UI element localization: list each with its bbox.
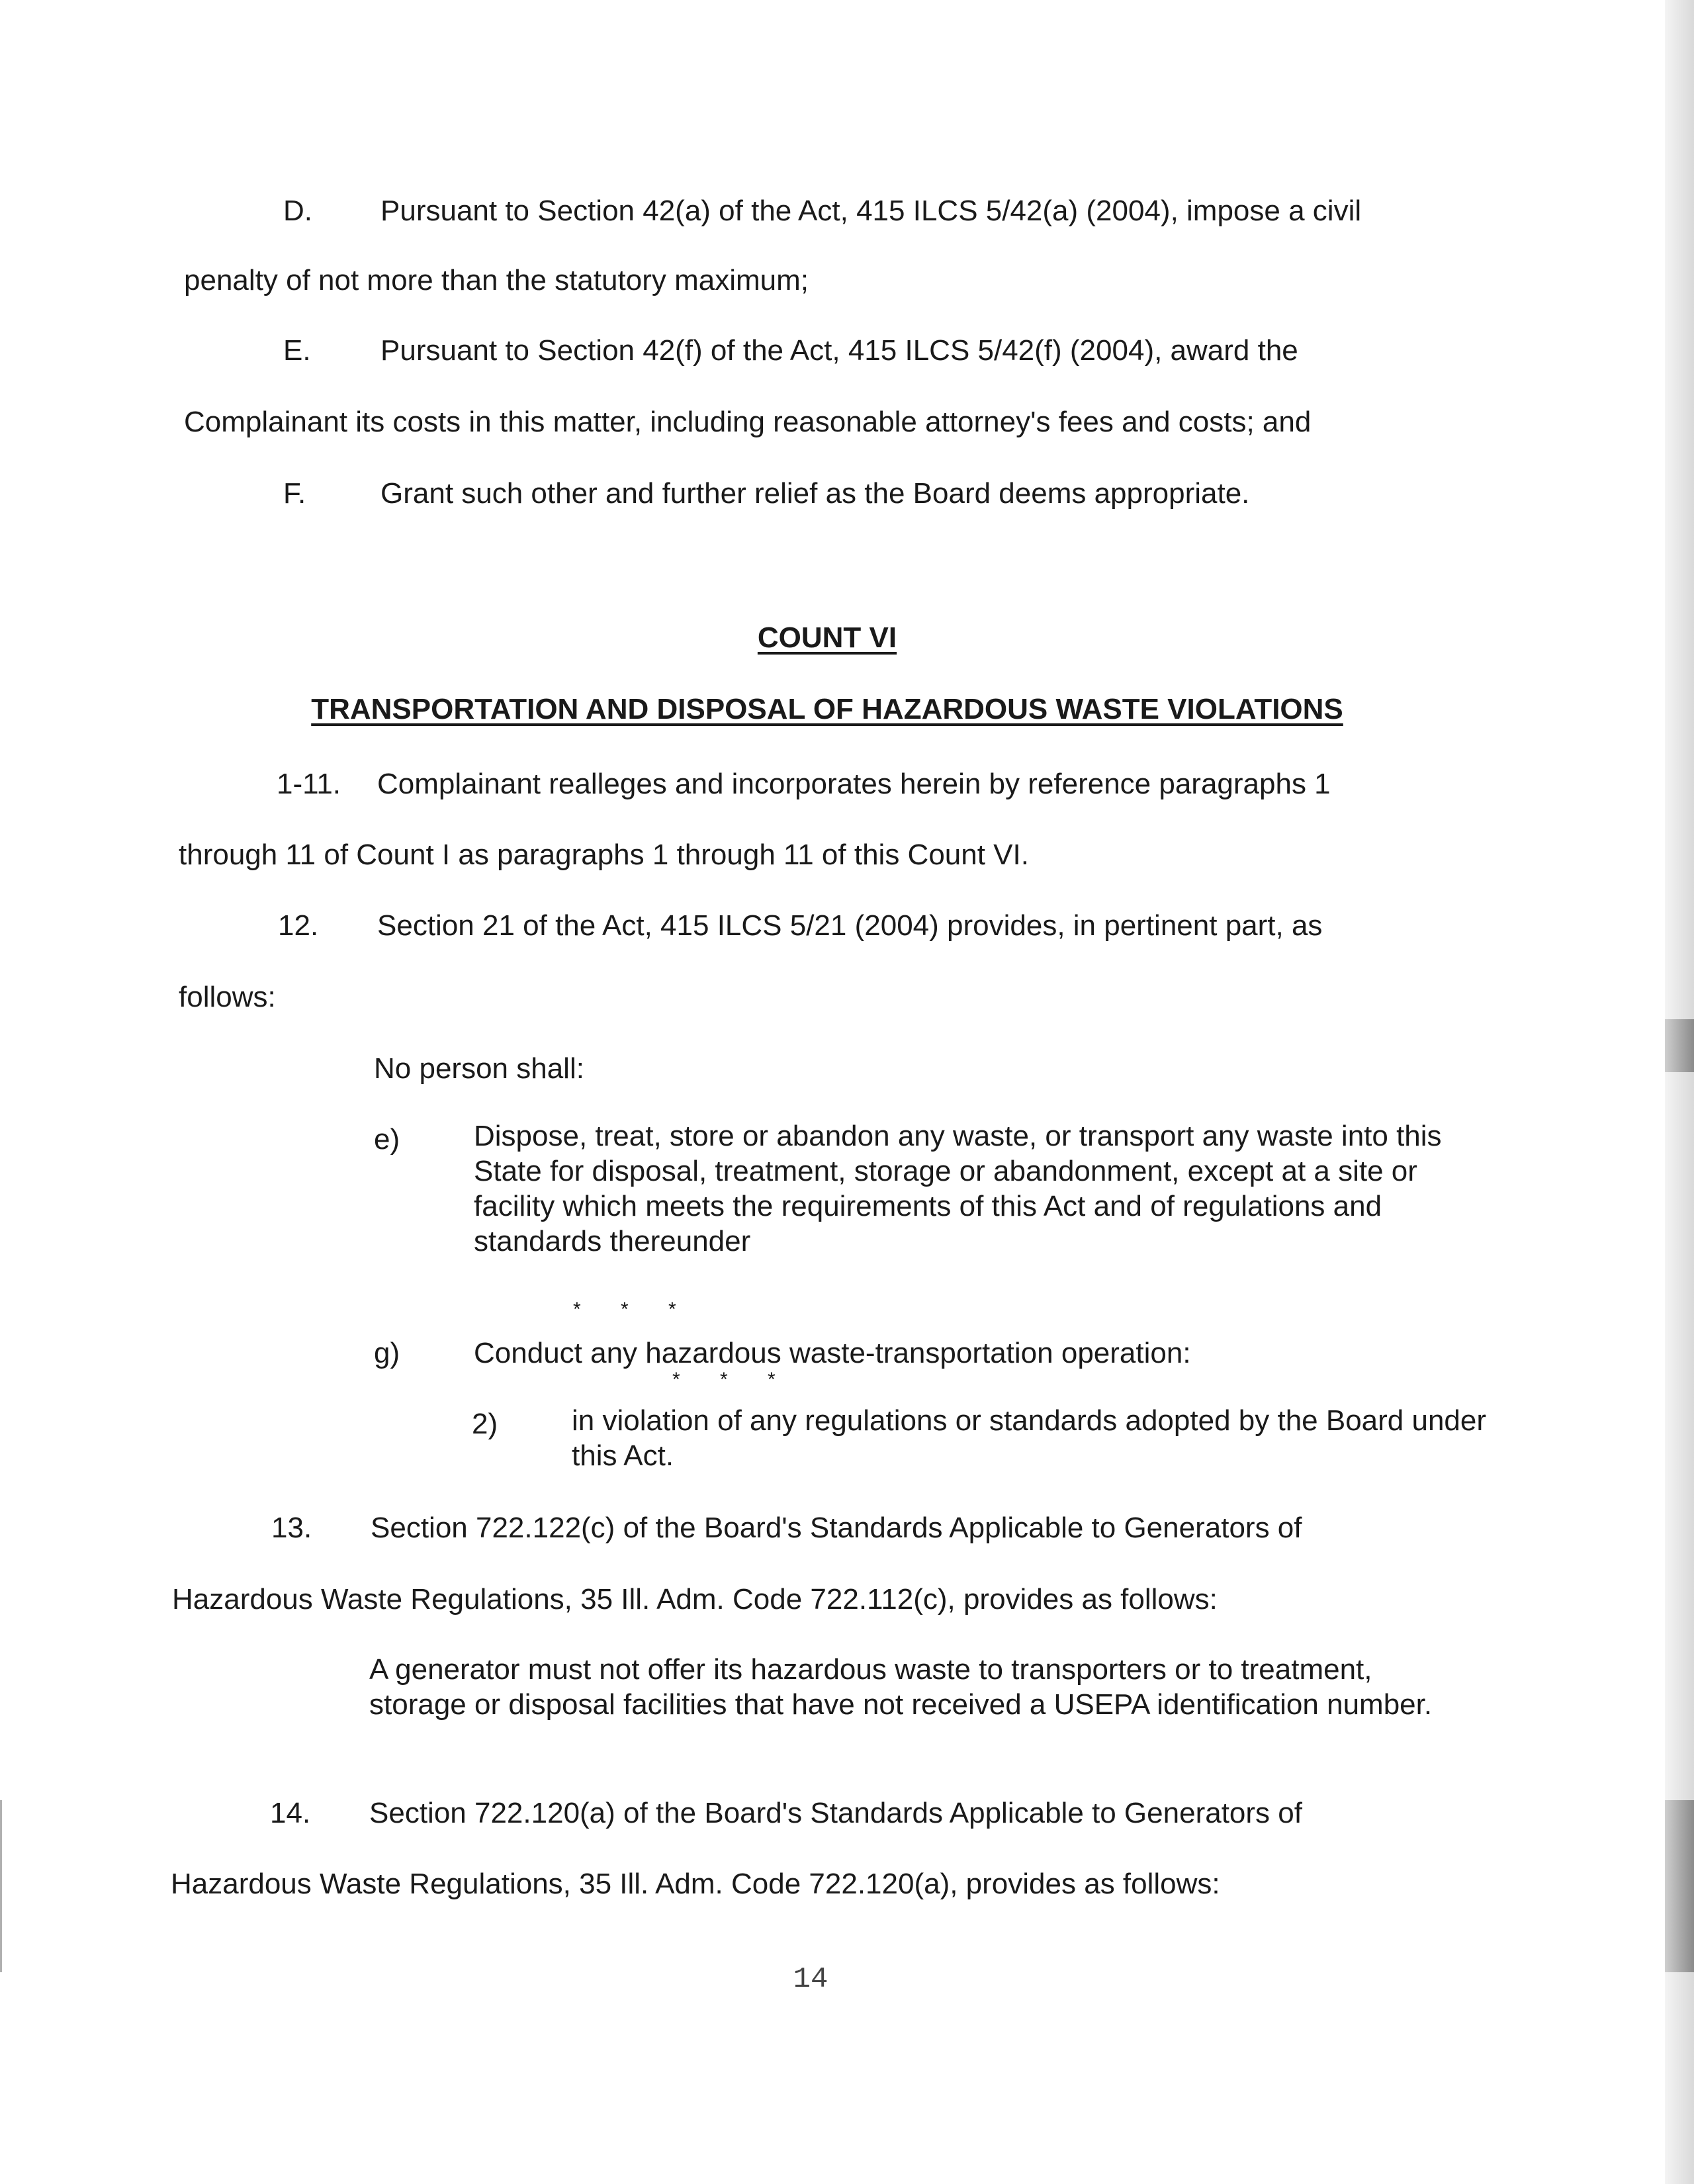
item-2-marker: 2): [472, 1408, 498, 1440]
para-1-11-line2: through 11 of Count I as paragraphs 1 through 11 of this Count VI.: [179, 839, 1029, 871]
para-f-marker: F.: [283, 477, 306, 510]
count-heading: COUNT VI: [757, 621, 897, 654]
para-14-line2: Hazardous Waste Regulations, 35 Ill. Adm. Code 722.120(a), provides as follows:: [171, 1868, 1220, 1900]
para-12-line1: Section 21 of the Act, 415 ILCS 5/21 (2004) provides, in pertinent part, as: [377, 909, 1323, 942]
para-13-line1: Section 722.122(c) of the Board's Standards Applicable to Generators of: [371, 1512, 1302, 1544]
para-d-line2: penalty of not more than the statutory maximum;: [184, 264, 809, 296]
para-e-marker: E.: [283, 334, 311, 367]
para-d-marker: D.: [283, 195, 312, 227]
para-14-marker: 14.: [270, 1797, 311, 1829]
item-g-marker: g): [374, 1337, 400, 1369]
item-e-text: Dispose, treat, store or abandon any waste, or transport any waste into this State for disposal, treatment, storage or abandonment, except at a site or facility which meets the requirements of this Act and of regulations and standards thereunder: [474, 1120, 1442, 1257]
item-e-marker: e): [374, 1123, 400, 1156]
scan-left-mark: [0, 1800, 2, 1972]
para-14-line1: Section 722.120(a) of the Board's Standards Applicable to Generators of: [369, 1797, 1302, 1829]
scan-edge-shadow: [1665, 1800, 1694, 1972]
para-12-marker: 12.: [278, 909, 319, 942]
para-d-line1: Pursuant to Section 42(a) of the Act, 415 ILCS 5/42(a) (2004), impose a civil: [380, 195, 1362, 227]
para-13-line2: Hazardous Waste Regulations, 35 Ill. Adm. Code 722.112(c), provides as follows:: [172, 1583, 1218, 1615]
para-12-line2: follows:: [179, 981, 276, 1013]
count-subheading: TRANSPORTATION AND DISPOSAL OF HAZARDOUS WASTE VIOLATIONS: [311, 693, 1343, 725]
ellipsis-stars: * * *: [573, 1298, 693, 1320]
para-13-marker: 13.: [271, 1512, 312, 1544]
para-e-line1: Pursuant to Section 42(f) of the Act, 415 ILCS 5/42(f) (2004), award the: [380, 334, 1298, 367]
quote-intro: No person shall:: [374, 1052, 584, 1085]
para-e-line2: Complainant its costs in this matter, including reasonable attorney's fees and costs; and: [184, 406, 1312, 438]
item-g-text: Conduct any hazardous waste-transportation operation:: [474, 1337, 1191, 1369]
page-number: 14: [793, 1963, 828, 1996]
para-1-11-line1: Complainant realleges and incorporates herein by reference paragraphs 1: [377, 768, 1331, 800]
item-2-text: in violation of any regulations or standards adopted by the Board under this Act.: [572, 1404, 1487, 1472]
scan-edge-shadow: [1665, 1019, 1694, 1072]
para-13-quote: A generator must not offer its hazardous waste to transporters or to treatment, storage or disposal facilities that have not received a USEPA identification number.: [369, 1653, 1433, 1721]
para-1-11-marker: 1-11.: [277, 768, 341, 800]
para-f-line1: Grant such other and further relief as the Board deems appropriate.: [380, 477, 1250, 510]
ellipsis-stars: * * *: [672, 1369, 793, 1390]
